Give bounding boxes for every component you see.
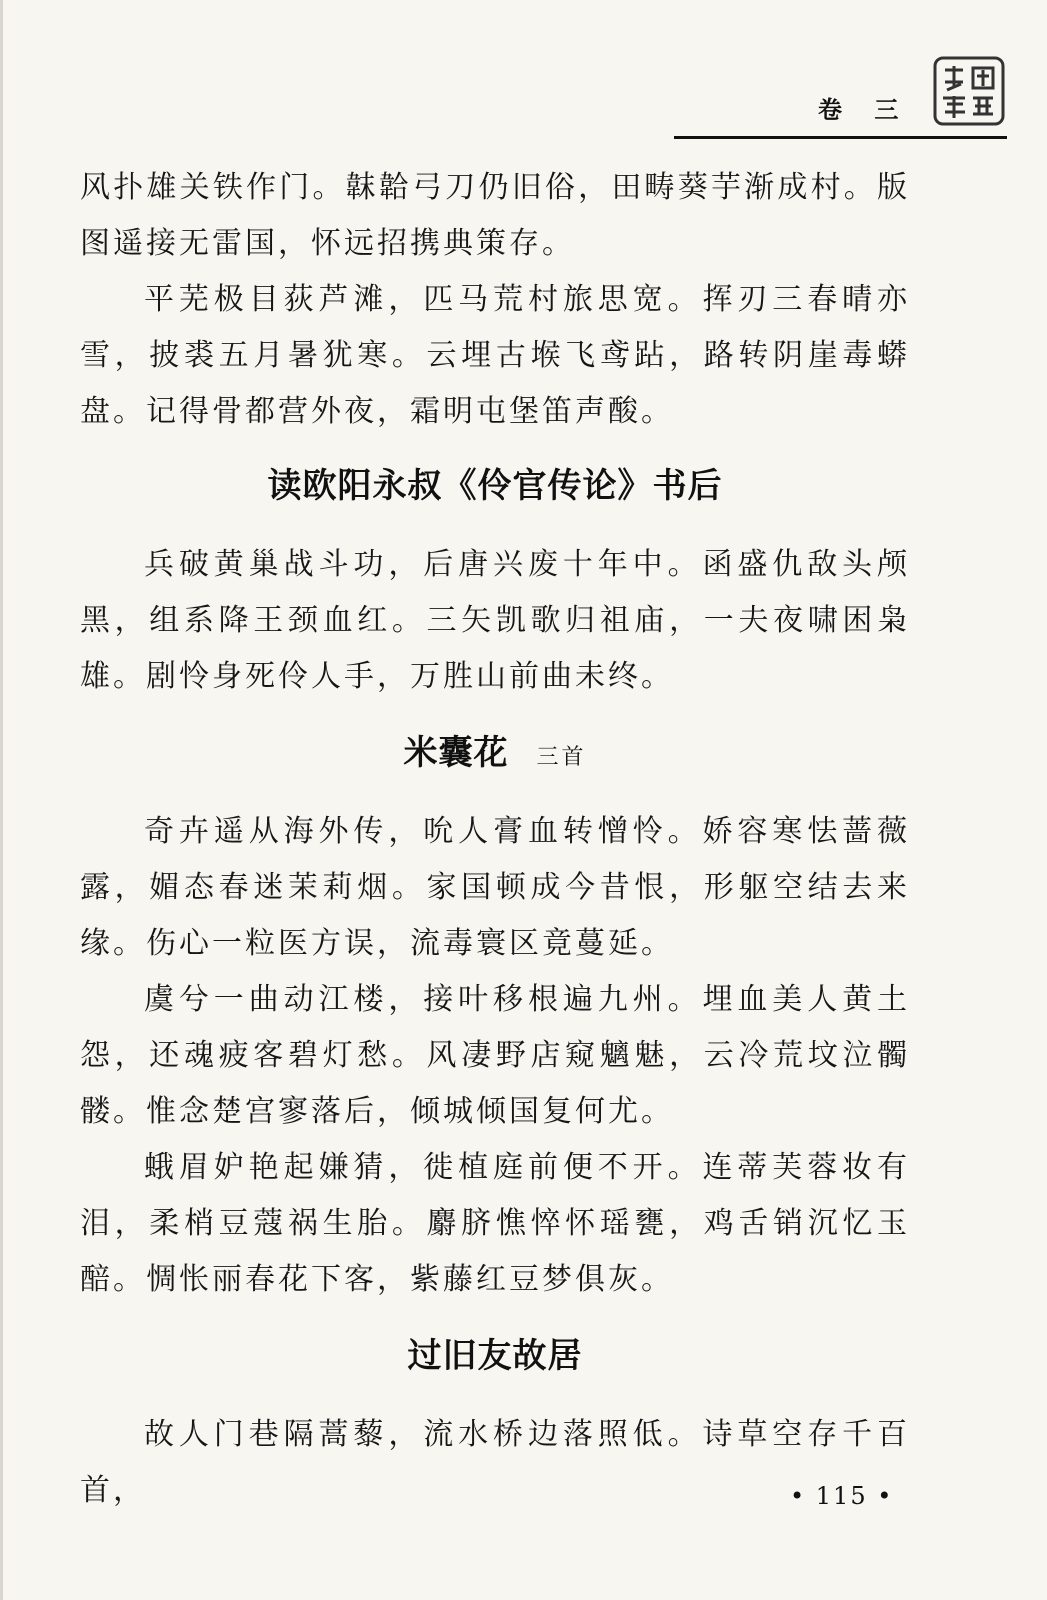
text-body [80, 160, 910, 1519]
header-rule [674, 136, 1007, 139]
poem-title-note: 三首 [536, 745, 587, 770]
poem-stanza: 蛾眉妒艳起嫌猜，徙植庭前便不开。连蒂芙蓉妆有泪，柔梢豆蔻祸生胎。麝脐憔悴怀瑶甕，鸡舌销沉忆玉醅。惆怅丽春花下客，紫藤红豆梦俱灰。 [80, 1150, 910, 1297]
running-head: 卷 三 [818, 96, 911, 124]
poem-stanza: 故人门巷隔蒿藜，流水桥边落照低。诗草空存千百首， [80, 1417, 910, 1508]
poem-title: 过旧友故居 [407, 1336, 583, 1376]
poem-title-text: 米囊花 [403, 733, 509, 773]
poem-stanza: 奇卉遥从海外传，吮人膏血转憎怜。娇容寒怯蔷薇露，媚态春迷茉莉烟。家国顿成今昔恨，形躯空结去来缘。伤心一粒医方误，流毒寰区竟蔓延。 [80, 814, 910, 961]
poem-stanza: 兵破黄巢战斗功，后唐兴废十年中。函盛仇敌头颅黑，组系降王颈血红。三矢凯歌归祖庙，一夫夜啸困枭雄。剧怜身死伶人手，万胜山前曲未终。 [80, 547, 910, 694]
poem-title [80, 725, 910, 774]
poem-title: 读欧阳永叔《伶官传论》书后 [267, 466, 723, 506]
seal-stamp-icon [933, 56, 1005, 126]
page-number: • 115 • [790, 1482, 894, 1510]
page-edge [0, 0, 3, 1600]
poem-stanza: 虞兮一曲动江楼，接叶移根遍九州。埋血美人黄土怨，还魂疲客碧灯愁。风凄野店窥魑魅，云冷荒坟泣髑髅。惟念楚宫寥落后，倾城倾国复何尤。 [80, 982, 910, 1129]
poem-continuation: 风扑雄关铁作门。韎韐弓刀仍旧俗，田畴葵芋渐成村。版图遥接无雷国，怀远招携典策存。 [80, 170, 910, 261]
poem-stanza: 平芜极目荻芦滩，匹马荒村旅思宽。挥刃三春晴亦雪，披裘五月暑犹寒。云埋古堠飞鸢跕，路转阴崖毒蟒盘。记得骨都营外夜，霜明屯堡笛声酸。 [80, 282, 910, 429]
